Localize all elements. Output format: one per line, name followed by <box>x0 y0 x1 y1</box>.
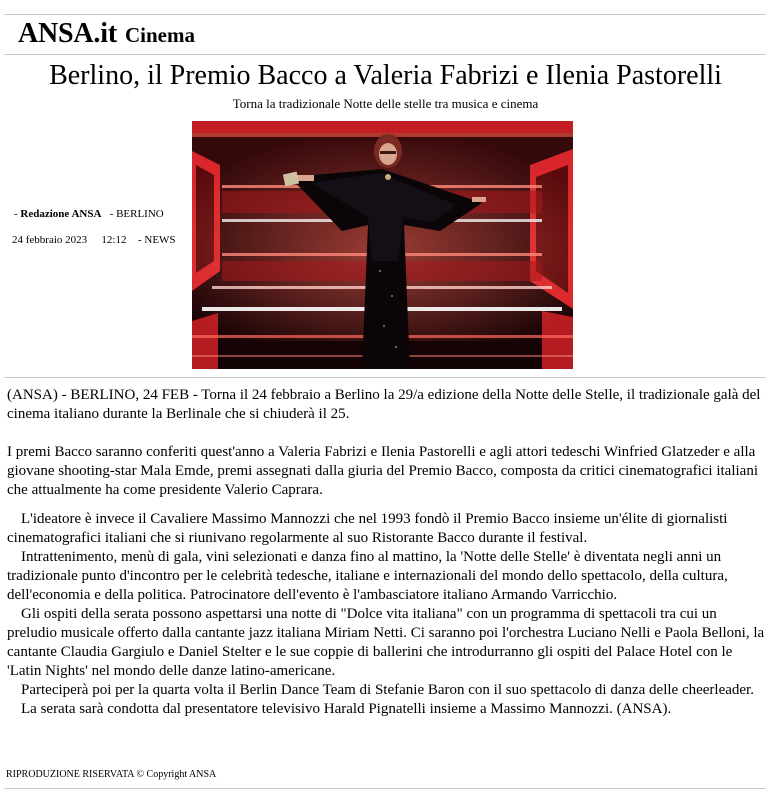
article-paragraph: Gli ospiti della serata possono aspettarsi una notte di "Dolce vita italiana" con un programma di spettacoli tra cui un preludio musicale offerto dalla cantante jazz italiana Miriam Netti. Ci saranno poi l'orchestra Luciano Nelli e Paola Belloni, la cantante Claudia Gargiulo e Daniel Stelter e le sue coppie di ballerini che introdurranno gli ospiti del Palace Hotel con le 'Latin Nights' nel mondo delle danze latino-americane. <box>7 606 765 679</box>
article-paragraph: La serata sarà condotta dal presentatore televisivo Harald Pignatelli insieme a Massimo Mannozzi. (ANSA). <box>21 701 672 717</box>
masthead-rule <box>4 54 766 55</box>
article-photo[interactable] <box>192 121 573 369</box>
byline-location: - BERLINO <box>109 208 164 220</box>
bottom-rule <box>4 788 766 789</box>
masthead <box>18 18 195 50</box>
dateline <box>12 234 182 246</box>
article-paragraph: Intrattenimento, menù di gala, vini selezionati e danza fino al mattino, la 'Notte delle Stelle' è diventata negli anni un tradizionale punto d'incontro per le celebrità tedesche, italiane e internazionali del mondo dello spettacolo, della cultura, dell'economia e della politica. Patrocinatore dell'evento è l'ambasciatore italiano Armando Varricchio. <box>7 549 728 603</box>
byline <box>14 208 164 220</box>
article-body <box>7 386 765 719</box>
photo-rule <box>4 377 766 378</box>
article-category[interactable]: - NEWS <box>137 234 176 246</box>
section-title[interactable]: Cinema <box>124 23 195 47</box>
article-paragraph: Parteciperà poi per la quarta volta il Berlin Dance Team di Stefanie Baron con il suo spettacolo di danza delle cheerleader. <box>21 682 754 698</box>
site-logo[interactable]: ANSA.it <box>18 18 117 49</box>
stage-photo-illustration <box>192 121 573 369</box>
byline-author[interactable]: Redazione ANSA <box>20 208 102 220</box>
copyright-notice: RIPRODUZIONE RISERVATA © Copyright ANSA <box>6 769 217 780</box>
top-rule <box>4 14 766 15</box>
article-headline: Berlino, il Premio Bacco a Valeria Fabrizi e Ilenia Pastorelli <box>49 60 722 91</box>
article-paragraph: I premi Bacco saranno conferiti quest'anno a Valeria Fabrizi e Ilenia Pastorelli e agli attori tedeschi Winfried Glatzeder e alla giovane shooting-star Mala Emde, premi assegnati dalla giuria del Premio Bacco, composta da critici cinematografici italiani che attualmente ha come presidente Valerio Caprara. <box>7 444 759 498</box>
article-time: 12:12 <box>101 234 127 246</box>
article-subheadline: Torna la tradizionale Notte delle stelle tra musica e cinema <box>232 96 539 111</box>
article-paragraph: L'ideatore è invece il Cavaliere Massimo Mannozzi che nel 1993 fondò il Premio Bacco insieme un'élite di giornalisti cinematografici italiani che si riunivano regolarmente al suo Ristorante Bacco durante il festival. <box>7 511 728 546</box>
byline-prefix: - <box>14 208 21 220</box>
article-date: 24 febbraio 2023 <box>12 234 88 246</box>
article-paragraph: (ANSA) - BERLINO, 24 FEB - Torna il 24 febbraio a Berlino la 29/a edizione della Notte delle Stelle, il tradizionale galà del cinema italiano durante la Berlinale che si chiuderà il 25. <box>7 387 761 422</box>
